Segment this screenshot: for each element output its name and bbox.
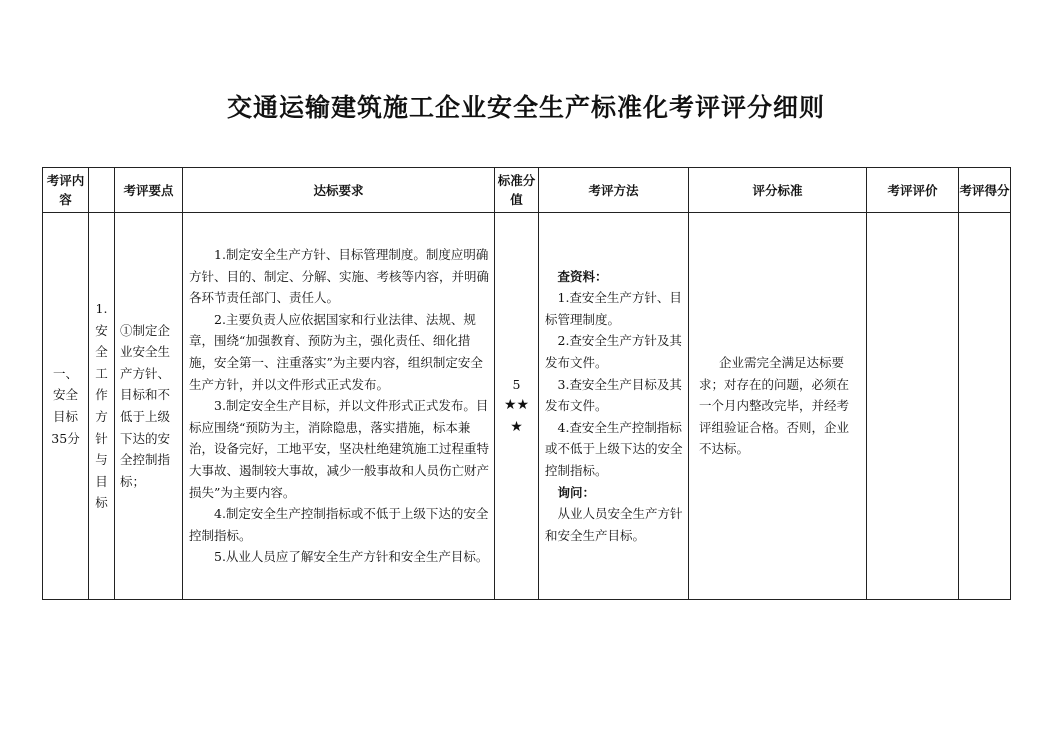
cell-category — [43, 213, 89, 600]
table-header-row — [43, 168, 1011, 213]
document-title: 交通运输建筑施工企业安全生产标准化考评评分细则 — [226, 93, 825, 122]
requirement-item: 4.制定安全生产控制指标或不低于上级下达的安全控制指标。 — [189, 506, 489, 543]
method-check-item: 2.查安全生产方针及其发布文件。 — [545, 333, 682, 371]
header-criteria: 评分标准 — [689, 168, 867, 213]
requirement-item: 5.从业人员应了解安全生产方针和安全生产目标。 — [214, 549, 489, 565]
score-stars: ★★★ — [503, 397, 530, 435]
score-value: 5 — [512, 376, 521, 392]
method-check-item: 4.查安全生产控制指标或不低于上级下达的安全控制指标。 — [545, 419, 683, 478]
header-score: 标准分值 — [495, 168, 539, 213]
requirement-item: 2.主要负责人应依据国家和行业法律、法规、规章，围绕“加强教育、预防为主，强化责任、细化措施，安全第一、注重落实”为主要内容，组织制定安全生产方针，并以文件形式正式发布。 — [189, 311, 483, 392]
header-category: 考评内容 — [43, 168, 89, 213]
criteria-text: 企业需完全满足达标要求；对存在的问题，必须在一个月内整改完毕，并经考评组验证合格。否则，企业不达标。 — [699, 355, 850, 457]
header-point: 考评要点 — [115, 168, 183, 213]
table-row — [43, 213, 1011, 600]
header-requirements: 达标要求 — [183, 168, 495, 213]
header-evaluation: 考评评价 — [867, 168, 959, 213]
cell-method — [539, 213, 689, 600]
cell-result — [959, 213, 1011, 600]
category-text: 一、安全目标35分 — [51, 365, 80, 446]
method-check-label: 查资料： — [557, 268, 608, 284]
method-check-item: 1.查安全生产方针、目标管理制度。 — [545, 290, 682, 327]
requirement-item: 3.制定安全生产目标，并以文件形式正式发布。目标应围绕“预防为主，消除隐患，落实措施，标本兼治，设备完好，工地平安，坚决杜绝建筑施工过程重特大事故、遏制较大事故，减少一般事故和人员伤亡财产损失”为主要内容。 — [189, 398, 490, 500]
header-result: 考评得分 — [959, 168, 1011, 213]
cell-criteria — [689, 213, 867, 600]
item-text: 1.安全工作方针与目标 — [95, 301, 108, 511]
method-ask-label: 询问： — [557, 484, 596, 500]
method-ask-item: 从业人员安全生产方针和安全生产目标。 — [545, 506, 683, 543]
header-item — [89, 168, 115, 213]
header-method: 考评方法 — [539, 168, 689, 213]
requirement-item: 1.制定安全生产方针、目标管理制度。制度应明确方针、目的、制定、分解、实施、考核等内容，并明确各环节责任部门、责任人。 — [189, 247, 490, 306]
cell-point — [115, 213, 183, 600]
scoring-table — [42, 167, 1011, 600]
cell-score — [495, 213, 539, 600]
cell-requirements — [183, 213, 495, 600]
cell-evaluation — [867, 213, 959, 600]
method-check-item: 3.查安全生产目标及其发布文件。 — [545, 376, 682, 414]
point-text: ①制定企业安全生产方针、目标和不低于上级下达的安全控制指标； — [120, 322, 171, 489]
cell-item — [89, 213, 115, 600]
